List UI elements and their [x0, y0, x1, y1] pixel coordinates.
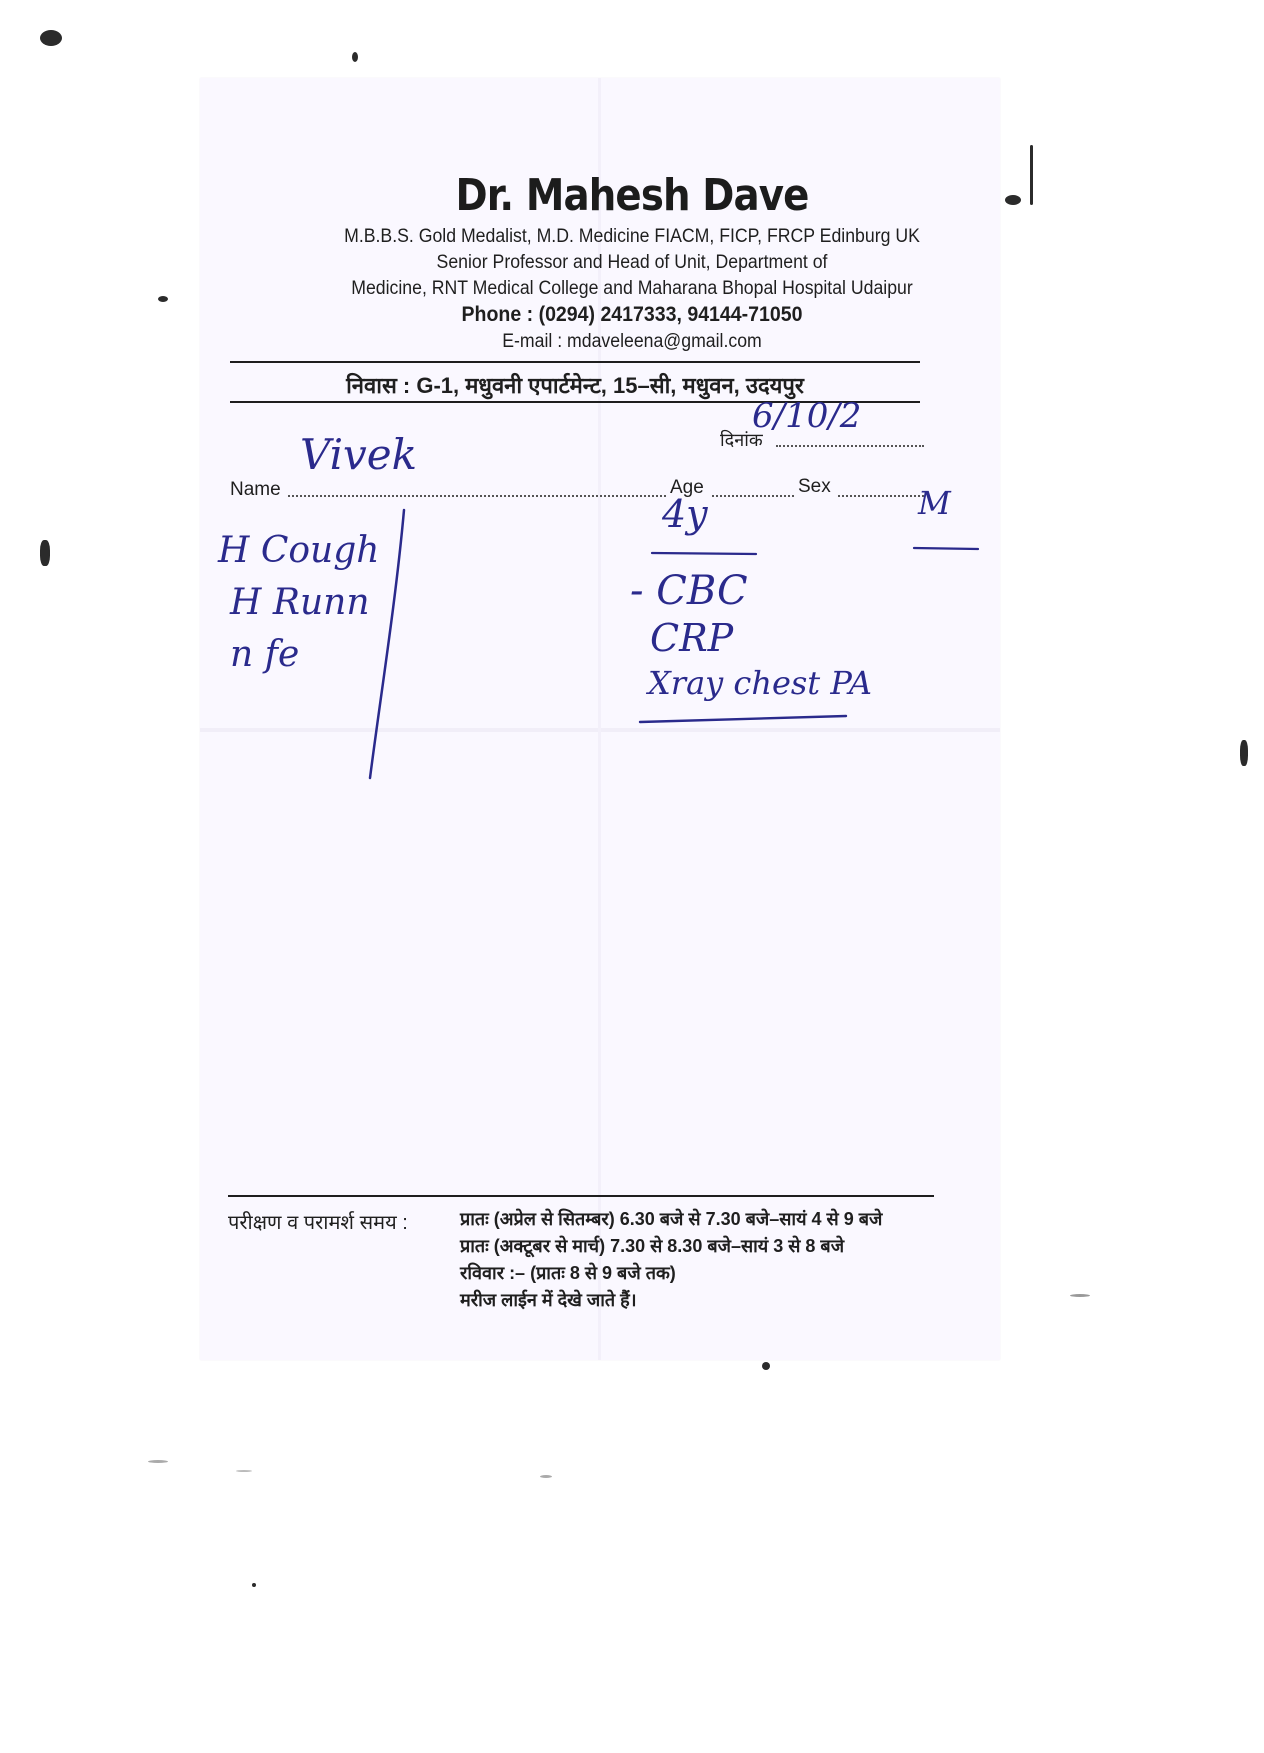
- complaint-line: n fe: [230, 634, 300, 675]
- name-label: Name: [230, 479, 281, 500]
- consultation-time-label: परीक्षण व परामर्श समय :: [228, 1212, 408, 1234]
- phone-number: Phone : (0294) 2417333, 94144-71050: [461, 303, 803, 326]
- pen-divider-line: [370, 510, 404, 778]
- position-line: Medicine, RNT Medical College and Maharana Bhopal Hospital Udaipur: [351, 278, 913, 299]
- consultation-time-line: प्रातः (अक्टूबर से मार्च) 7.30 से 8.30 बजे–सायं 3 से 8 बजे: [460, 1236, 845, 1256]
- handwritten-age: 4y: [662, 492, 708, 536]
- doctor-name: Dr. Mahesh Dave: [455, 170, 809, 221]
- email-address: E-mail : mdaveleena@gmail.com: [502, 331, 762, 352]
- complaint-line: H Cough: [218, 530, 380, 571]
- handwritten-date: 6/10/2: [752, 396, 862, 436]
- date-label: दिनांक: [720, 430, 763, 450]
- sex-label: Sex: [798, 476, 831, 497]
- age-label: Age: [670, 477, 704, 498]
- test-line: Xray chest PA: [648, 664, 873, 702]
- test-line: CRP: [650, 616, 734, 660]
- complaint-line: H Runn: [230, 582, 370, 623]
- residence-address: निवास : G-1, मधुवनी एपार्टमेन्ट, 15–सी, मधुवन, उदयपुर: [346, 373, 804, 398]
- handwritten-sex: M: [918, 484, 951, 522]
- pen-underline: [640, 716, 846, 722]
- position-line: Senior Professor and Head of Unit, Department of: [436, 252, 828, 273]
- consultation-time-line: रविवार :– (प्रातः 8 से 9 बजे तक): [460, 1263, 676, 1283]
- footer-divider: [228, 1195, 934, 1197]
- qualifications: M.B.B.S. Gold Medalist, M.D. Medicine FIACM, FICP, FRCP Edinburg UK: [344, 226, 920, 247]
- pen-underline: [652, 553, 756, 554]
- pen-underline: [914, 548, 978, 549]
- consultation-time-line: मरीज लाईन में देखे जाते हैं।: [460, 1290, 637, 1310]
- consultation-time-line: प्रातः (अप्रेल से सितम्बर) 6.30 बजे से 7.30 बजे–सायं 4 से 9 बजे: [460, 1209, 883, 1229]
- handwritten-name: Vivek: [300, 430, 418, 479]
- test-line: - CBC: [630, 568, 748, 614]
